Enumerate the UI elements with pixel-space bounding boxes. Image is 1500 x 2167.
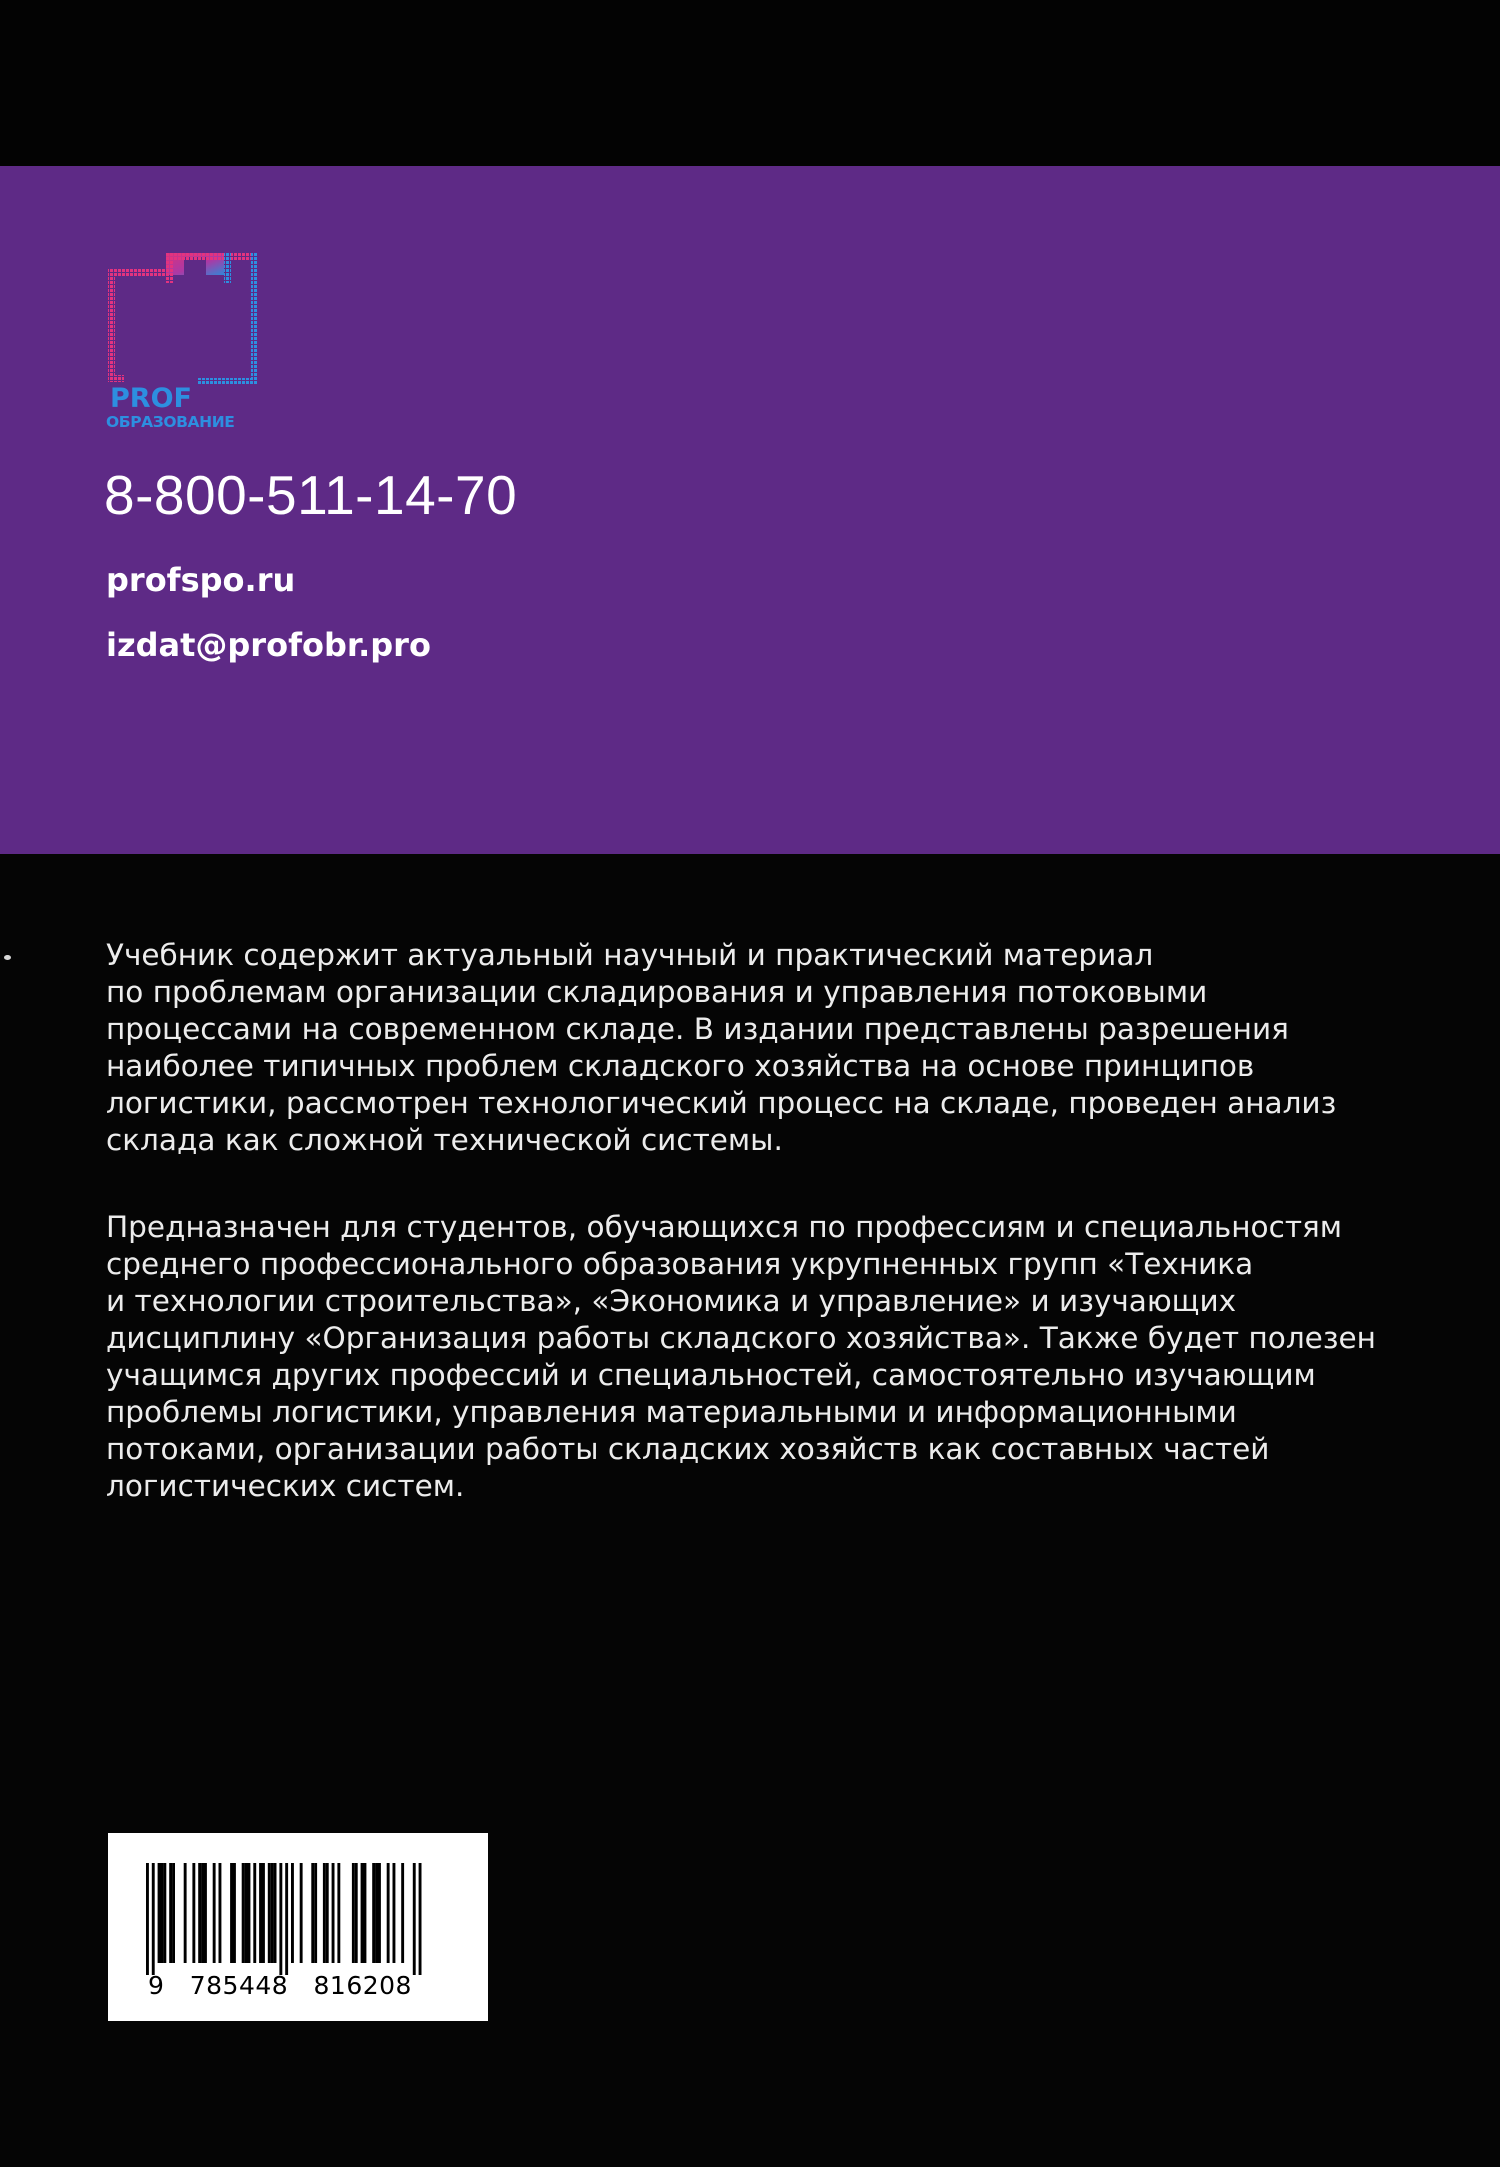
- description-paragraph-2: [106, 1209, 1406, 1505]
- publisher-email: izdat@profobr.pro: [106, 626, 431, 664]
- description-line: процессами на современном складе. В издании представлены разрешения: [106, 1012, 1289, 1046]
- barcode-bar: [401, 1863, 404, 1963]
- barcode-bar: [204, 1863, 207, 1963]
- barcode-bar: [332, 1863, 335, 1963]
- top-dark-strip: [0, 0, 1500, 166]
- description-paragraph-1: [106, 937, 1406, 1159]
- description-line: логистических систем.: [106, 1469, 465, 1503]
- barcode-bar: [169, 1863, 172, 1963]
- barcode-bar: [146, 1863, 149, 1975]
- description-line: Предназначен для студентов, обучающихся по профессиям и специальностям: [106, 1210, 1343, 1244]
- barcode-bar: [158, 1863, 161, 1963]
- logo-text-obrazovanie: ОБРАЗОВАНИЕ: [106, 413, 235, 429]
- barcode-digits-right: 816208: [313, 1971, 412, 2000]
- description-line: по проблемам организации складирования и управления потоковыми: [106, 975, 1208, 1009]
- barcode-bar: [352, 1863, 355, 1963]
- description-line: и технологии строительства», «Экономика и управление» и изучающих: [106, 1284, 1237, 1318]
- publisher-phone: 8-800-511-14-70: [104, 464, 518, 526]
- barcode-bar: [192, 1863, 195, 1963]
- description-line: дисциплину «Организация работы складского хозяйства». Также будет полезен: [106, 1321, 1376, 1355]
- barcode-bar: [242, 1863, 245, 1963]
- barcode-bar: [419, 1863, 422, 1975]
- barcode-bar: [375, 1863, 378, 1963]
- barcode-bar: [213, 1863, 216, 1963]
- barcode-bar: [314, 1863, 317, 1963]
- barcode-bar: [279, 1863, 282, 1975]
- publisher-logo: [106, 249, 264, 429]
- barcode-bar: [152, 1863, 155, 1975]
- description-line: наиболее типичных проблем складского хозяйства на основе принципов: [106, 1049, 1255, 1083]
- logo-text-prof: PROF: [110, 383, 192, 414]
- barcode-bar: [311, 1863, 314, 1963]
- barcode-bar: [323, 1863, 326, 1963]
- barcode-bar: [372, 1863, 375, 1963]
- barcode-digits-left: 785448: [189, 1971, 289, 2000]
- barcode-bar: [274, 1863, 277, 1963]
- barcode-bar: [364, 1863, 367, 1963]
- barcode-bar: [378, 1863, 381, 1963]
- publisher-website: profspo.ru: [106, 561, 296, 599]
- barcode-bar: [163, 1863, 166, 1963]
- barcode-bar: [326, 1863, 329, 1963]
- barcode-bar: [285, 1863, 288, 1975]
- barcode-digits: [148, 1973, 412, 1998]
- description-line: склада как сложной технической системы.: [106, 1123, 783, 1157]
- barcode-bar: [271, 1863, 274, 1963]
- barcode-bar: [219, 1863, 222, 1963]
- barcode-bar: [201, 1863, 204, 1963]
- barcode-bar: [300, 1863, 303, 1963]
- barcode-bar: [361, 1863, 364, 1963]
- print-speck: [4, 955, 11, 960]
- description-line: Учебник содержит актуальный научный и практический материал: [106, 938, 1154, 972]
- barcode-bar: [268, 1863, 271, 1963]
- barcode-bar: [198, 1863, 201, 1963]
- barcode-bar: [337, 1863, 340, 1963]
- barcode-bar: [245, 1863, 248, 1963]
- barcode-bar: [230, 1863, 233, 1963]
- description-line: логистики, рассмотрен технологический процесс на складе, проведен анализ: [106, 1086, 1337, 1120]
- barcode-bar: [161, 1863, 164, 1963]
- description-line: среднего профессионального образования укрупненных групп «Техника: [106, 1247, 1254, 1281]
- description-line: потоками, организации работы складских хозяйств как составных частей: [106, 1432, 1270, 1466]
- barcode-bars: [134, 1863, 444, 1975]
- barcode-bar: [253, 1863, 256, 1963]
- barcode-bar: [291, 1863, 294, 1963]
- barcode-bar: [387, 1863, 390, 1963]
- barcode-bar: [393, 1863, 396, 1963]
- barcode-bar: [262, 1863, 265, 1963]
- barcode-digit-first: 9: [148, 1971, 165, 2000]
- barcode-bar: [259, 1863, 262, 1963]
- barcode-bar: [413, 1863, 416, 1975]
- description-line: учащимся других профессий и специальностей, самостоятельно изучающим: [106, 1358, 1316, 1392]
- description-line: проблемы логистики, управления материальными и информационными: [106, 1395, 1237, 1429]
- barcode-bar: [355, 1863, 358, 1963]
- isbn-barcode: [108, 1833, 488, 2021]
- barcode-bar: [248, 1863, 251, 1963]
- barcode-bar: [233, 1863, 236, 1963]
- barcode-bar: [172, 1863, 175, 1963]
- barcode-bar: [184, 1863, 187, 1963]
